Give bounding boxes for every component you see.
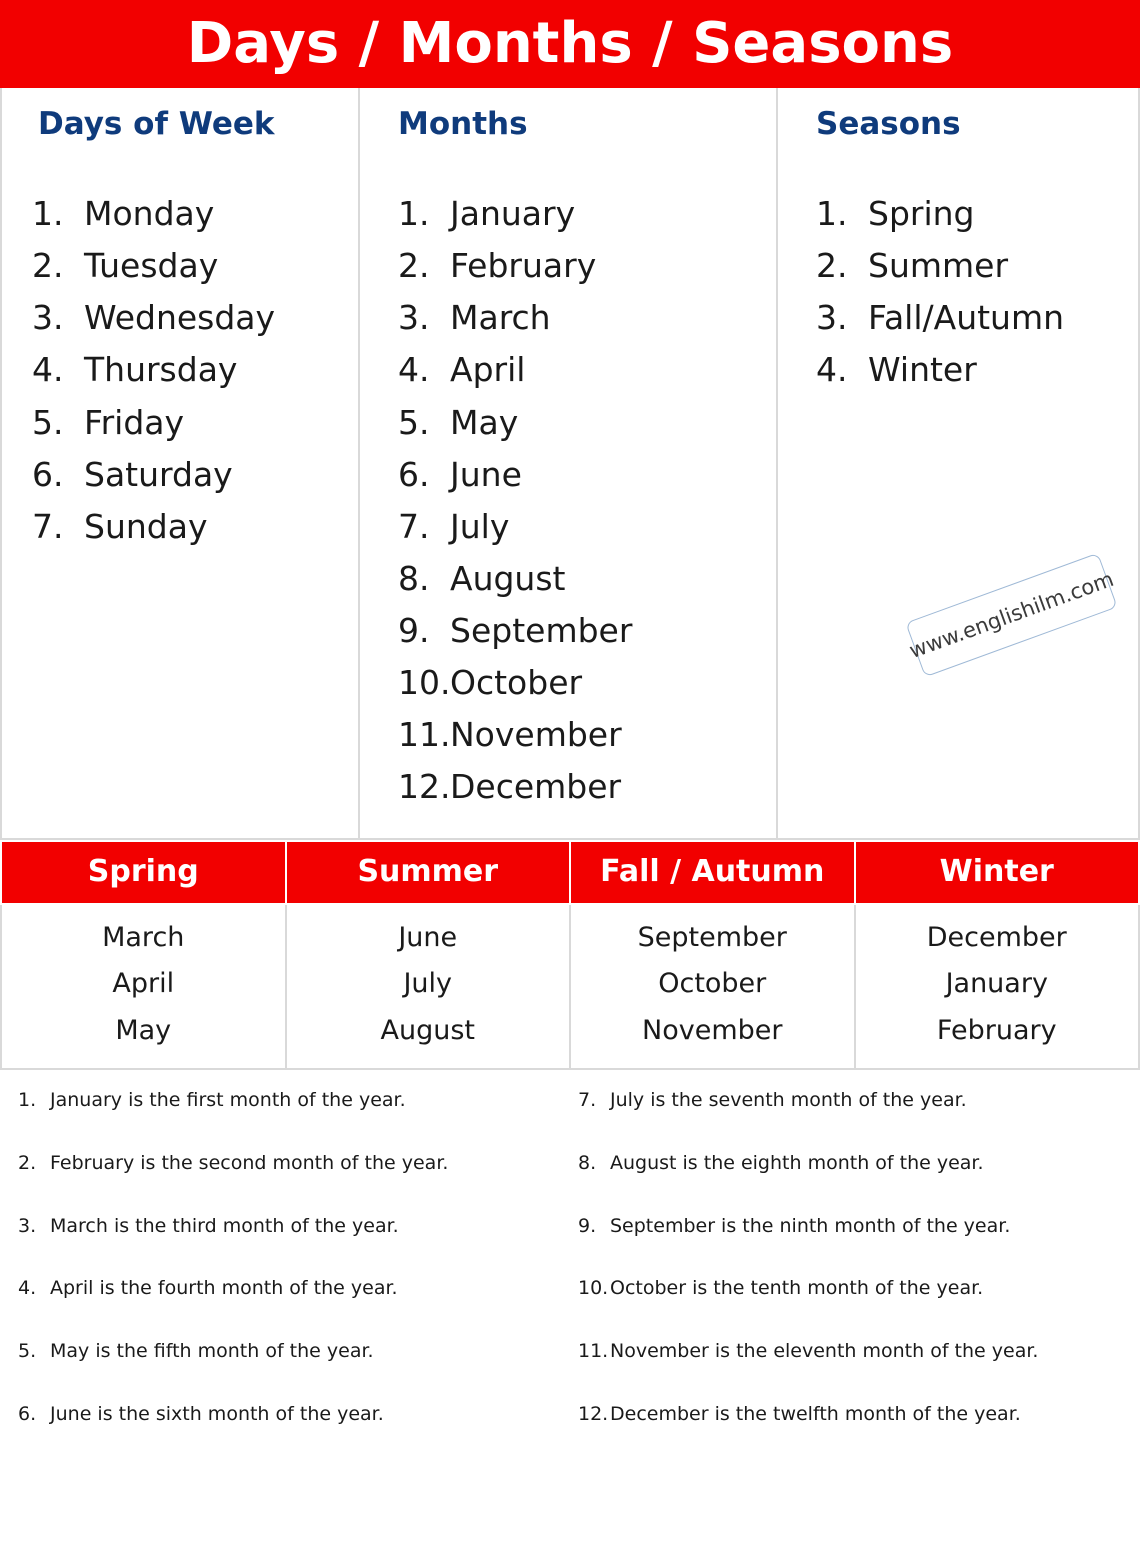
list-label: March bbox=[450, 298, 551, 338]
sentences-left-column bbox=[10, 1088, 570, 1464]
days-of-week-list bbox=[2, 188, 358, 553]
month-name: July bbox=[403, 968, 453, 1000]
list-item bbox=[32, 188, 358, 240]
days-of-week-heading: Days of Week bbox=[38, 106, 275, 142]
list-number: 2. bbox=[18, 1152, 37, 1174]
column-seasons bbox=[778, 88, 1136, 838]
list-number: 11. bbox=[578, 1340, 609, 1363]
sentences-section bbox=[0, 1070, 1140, 1464]
months-heading: Months bbox=[398, 106, 528, 142]
sentences-right-column bbox=[570, 1088, 1130, 1464]
list-item bbox=[816, 188, 1136, 240]
sentence-text: October is the tenth month of the year. bbox=[610, 1277, 984, 1300]
list-number: 6. bbox=[18, 1402, 37, 1425]
list-number: 12. bbox=[578, 1402, 609, 1425]
list-item bbox=[398, 397, 776, 449]
list-number: 9. bbox=[578, 1214, 597, 1237]
list-item bbox=[570, 1276, 1130, 1301]
list-number: 2. bbox=[816, 246, 848, 286]
list-label: January bbox=[450, 194, 576, 233]
list-number: 5. bbox=[398, 402, 430, 442]
list-label: Saturday bbox=[84, 454, 233, 494]
table-header-spring: Spring bbox=[1, 841, 286, 904]
list-number: 7. bbox=[578, 1089, 597, 1112]
table-row bbox=[1, 904, 1139, 1069]
list-number: 7. bbox=[398, 506, 430, 546]
list-number: 1. bbox=[398, 194, 430, 233]
list-label: Tuesday bbox=[84, 246, 219, 286]
list-number: 2. bbox=[398, 246, 430, 286]
table-cell-spring-months bbox=[1, 904, 286, 1069]
page-title: Days / Months / Seasons bbox=[186, 11, 954, 76]
list-number: 1. bbox=[32, 194, 64, 233]
list-item bbox=[816, 344, 1136, 396]
list-number: 1. bbox=[18, 1089, 37, 1112]
list-number: 5. bbox=[32, 402, 64, 442]
month-name: January bbox=[945, 968, 1048, 1000]
table-header-fall: Fall / Autumn bbox=[570, 841, 855, 904]
list-label: July bbox=[450, 506, 510, 546]
table-header-winter: Winter bbox=[855, 841, 1140, 904]
list-label: June bbox=[450, 454, 522, 494]
list-item bbox=[398, 188, 776, 240]
list-number: 9. bbox=[398, 611, 430, 650]
sentence-text: December is the twelfth month of the year. bbox=[610, 1402, 1021, 1425]
list-item bbox=[32, 397, 358, 449]
list-label: December bbox=[450, 767, 622, 807]
month-name: October bbox=[658, 968, 767, 1000]
sentence-text: March is the third month of the year. bbox=[50, 1214, 399, 1237]
list-number: 8. bbox=[578, 1152, 597, 1174]
list-label: August bbox=[450, 558, 566, 598]
list-number: 1. bbox=[816, 194, 848, 233]
table-cell-winter-months bbox=[855, 904, 1140, 1069]
list-item bbox=[570, 1088, 1130, 1113]
list-item bbox=[32, 344, 358, 396]
table-cell-fall-months bbox=[570, 904, 855, 1069]
list-number: 10. bbox=[578, 1277, 609, 1300]
list-item bbox=[398, 292, 776, 344]
list-item bbox=[10, 1276, 570, 1301]
list-number: 3. bbox=[816, 298, 848, 338]
month-name: August bbox=[380, 1014, 475, 1046]
list-item bbox=[10, 1214, 570, 1239]
list-label: Summer bbox=[868, 246, 1009, 286]
list-label: April bbox=[450, 350, 526, 390]
list-label: Monday bbox=[84, 194, 215, 233]
list-item bbox=[10, 1151, 570, 1176]
list-number: 11. bbox=[398, 715, 451, 755]
list-number: 3. bbox=[18, 1214, 37, 1237]
month-name: November bbox=[642, 1014, 783, 1046]
list-item bbox=[570, 1339, 1130, 1364]
sentence-text: July is the seventh month of the year. bbox=[610, 1089, 967, 1112]
list-number: 5. bbox=[18, 1340, 37, 1363]
months-list bbox=[360, 188, 776, 814]
column-days-of-week bbox=[2, 88, 360, 838]
month-name: March bbox=[102, 922, 185, 953]
month-name: February bbox=[936, 1014, 1057, 1046]
list-item bbox=[816, 240, 1136, 292]
list-label: September bbox=[450, 611, 633, 650]
list-item bbox=[398, 605, 776, 657]
list-label: May bbox=[450, 402, 519, 442]
sentence-text: May is the fifth month of the year. bbox=[50, 1340, 374, 1363]
list-item bbox=[10, 1088, 570, 1113]
month-name: April bbox=[112, 968, 175, 1000]
list-label: Fall/Autumn bbox=[868, 298, 1065, 338]
sentence-text: February is the second month of the year. bbox=[50, 1152, 449, 1174]
list-number: 6. bbox=[32, 454, 64, 494]
list-item bbox=[398, 344, 776, 396]
list-number: 7. bbox=[32, 506, 64, 546]
sentence-text: June is the sixth month of the year. bbox=[50, 1402, 384, 1425]
list-item bbox=[816, 292, 1136, 344]
sentence-text: January is the first month of the year. bbox=[50, 1089, 406, 1112]
page-title-banner bbox=[0, 0, 1140, 88]
sentences-left-list bbox=[10, 1088, 570, 1426]
list-number: 8. bbox=[398, 558, 430, 598]
list-label: October bbox=[450, 663, 583, 703]
table-header-row bbox=[1, 841, 1139, 904]
list-number: 4. bbox=[18, 1277, 37, 1300]
list-item bbox=[398, 761, 776, 813]
list-item bbox=[32, 501, 358, 553]
list-item bbox=[32, 292, 358, 344]
sentence-text: August is the eighth month of the year. bbox=[610, 1152, 984, 1174]
sentence-text: September is the ninth month of the year. bbox=[610, 1214, 1011, 1237]
list-label: Thursday bbox=[84, 350, 238, 390]
list-number: 12. bbox=[398, 767, 451, 807]
list-item bbox=[570, 1214, 1130, 1239]
column-months bbox=[360, 88, 778, 838]
month-name: September bbox=[637, 922, 787, 953]
seasons-months-table bbox=[0, 840, 1140, 1070]
list-item bbox=[32, 240, 358, 292]
list-item bbox=[10, 1339, 570, 1364]
list-item bbox=[398, 449, 776, 501]
table-cell-summer-months bbox=[286, 904, 571, 1069]
list-label: November bbox=[450, 715, 622, 755]
list-label: Spring bbox=[868, 194, 975, 233]
list-label: Wednesday bbox=[84, 298, 276, 338]
month-name: May bbox=[115, 1014, 172, 1046]
list-label: Sunday bbox=[84, 506, 208, 546]
table-header-summer: Summer bbox=[286, 841, 571, 904]
list-number: 6. bbox=[398, 454, 430, 494]
list-item bbox=[32, 449, 358, 501]
list-label: Winter bbox=[868, 350, 977, 390]
month-name: June bbox=[398, 922, 458, 953]
list-item bbox=[570, 1151, 1130, 1176]
list-item bbox=[570, 1402, 1130, 1427]
sentence-text: November is the eleventh month of the year. bbox=[610, 1340, 1039, 1363]
list-item bbox=[398, 240, 776, 292]
watermark-text: www.englishilm.com bbox=[906, 566, 1117, 664]
month-name: December bbox=[926, 922, 1067, 953]
list-item bbox=[398, 553, 776, 605]
list-item bbox=[398, 657, 776, 709]
list-number: 4. bbox=[32, 350, 64, 390]
list-item bbox=[398, 501, 776, 553]
list-item bbox=[10, 1402, 570, 1427]
list-number: 4. bbox=[816, 350, 848, 390]
list-number: 3. bbox=[32, 298, 64, 338]
seasons-list bbox=[778, 188, 1136, 397]
sentences-right-list bbox=[570, 1088, 1130, 1426]
list-number: 3. bbox=[398, 298, 430, 338]
list-label: February bbox=[450, 246, 597, 286]
three-column-table bbox=[0, 88, 1140, 840]
list-number: 4. bbox=[398, 350, 430, 390]
sentence-text: April is the fourth month of the year. bbox=[50, 1277, 398, 1300]
list-label: Friday bbox=[84, 402, 185, 442]
watermark-badge bbox=[905, 553, 1117, 678]
list-number: 2. bbox=[32, 246, 64, 286]
list-number: 10. bbox=[398, 663, 451, 703]
seasons-heading: Seasons bbox=[816, 106, 961, 142]
list-item bbox=[398, 709, 776, 761]
